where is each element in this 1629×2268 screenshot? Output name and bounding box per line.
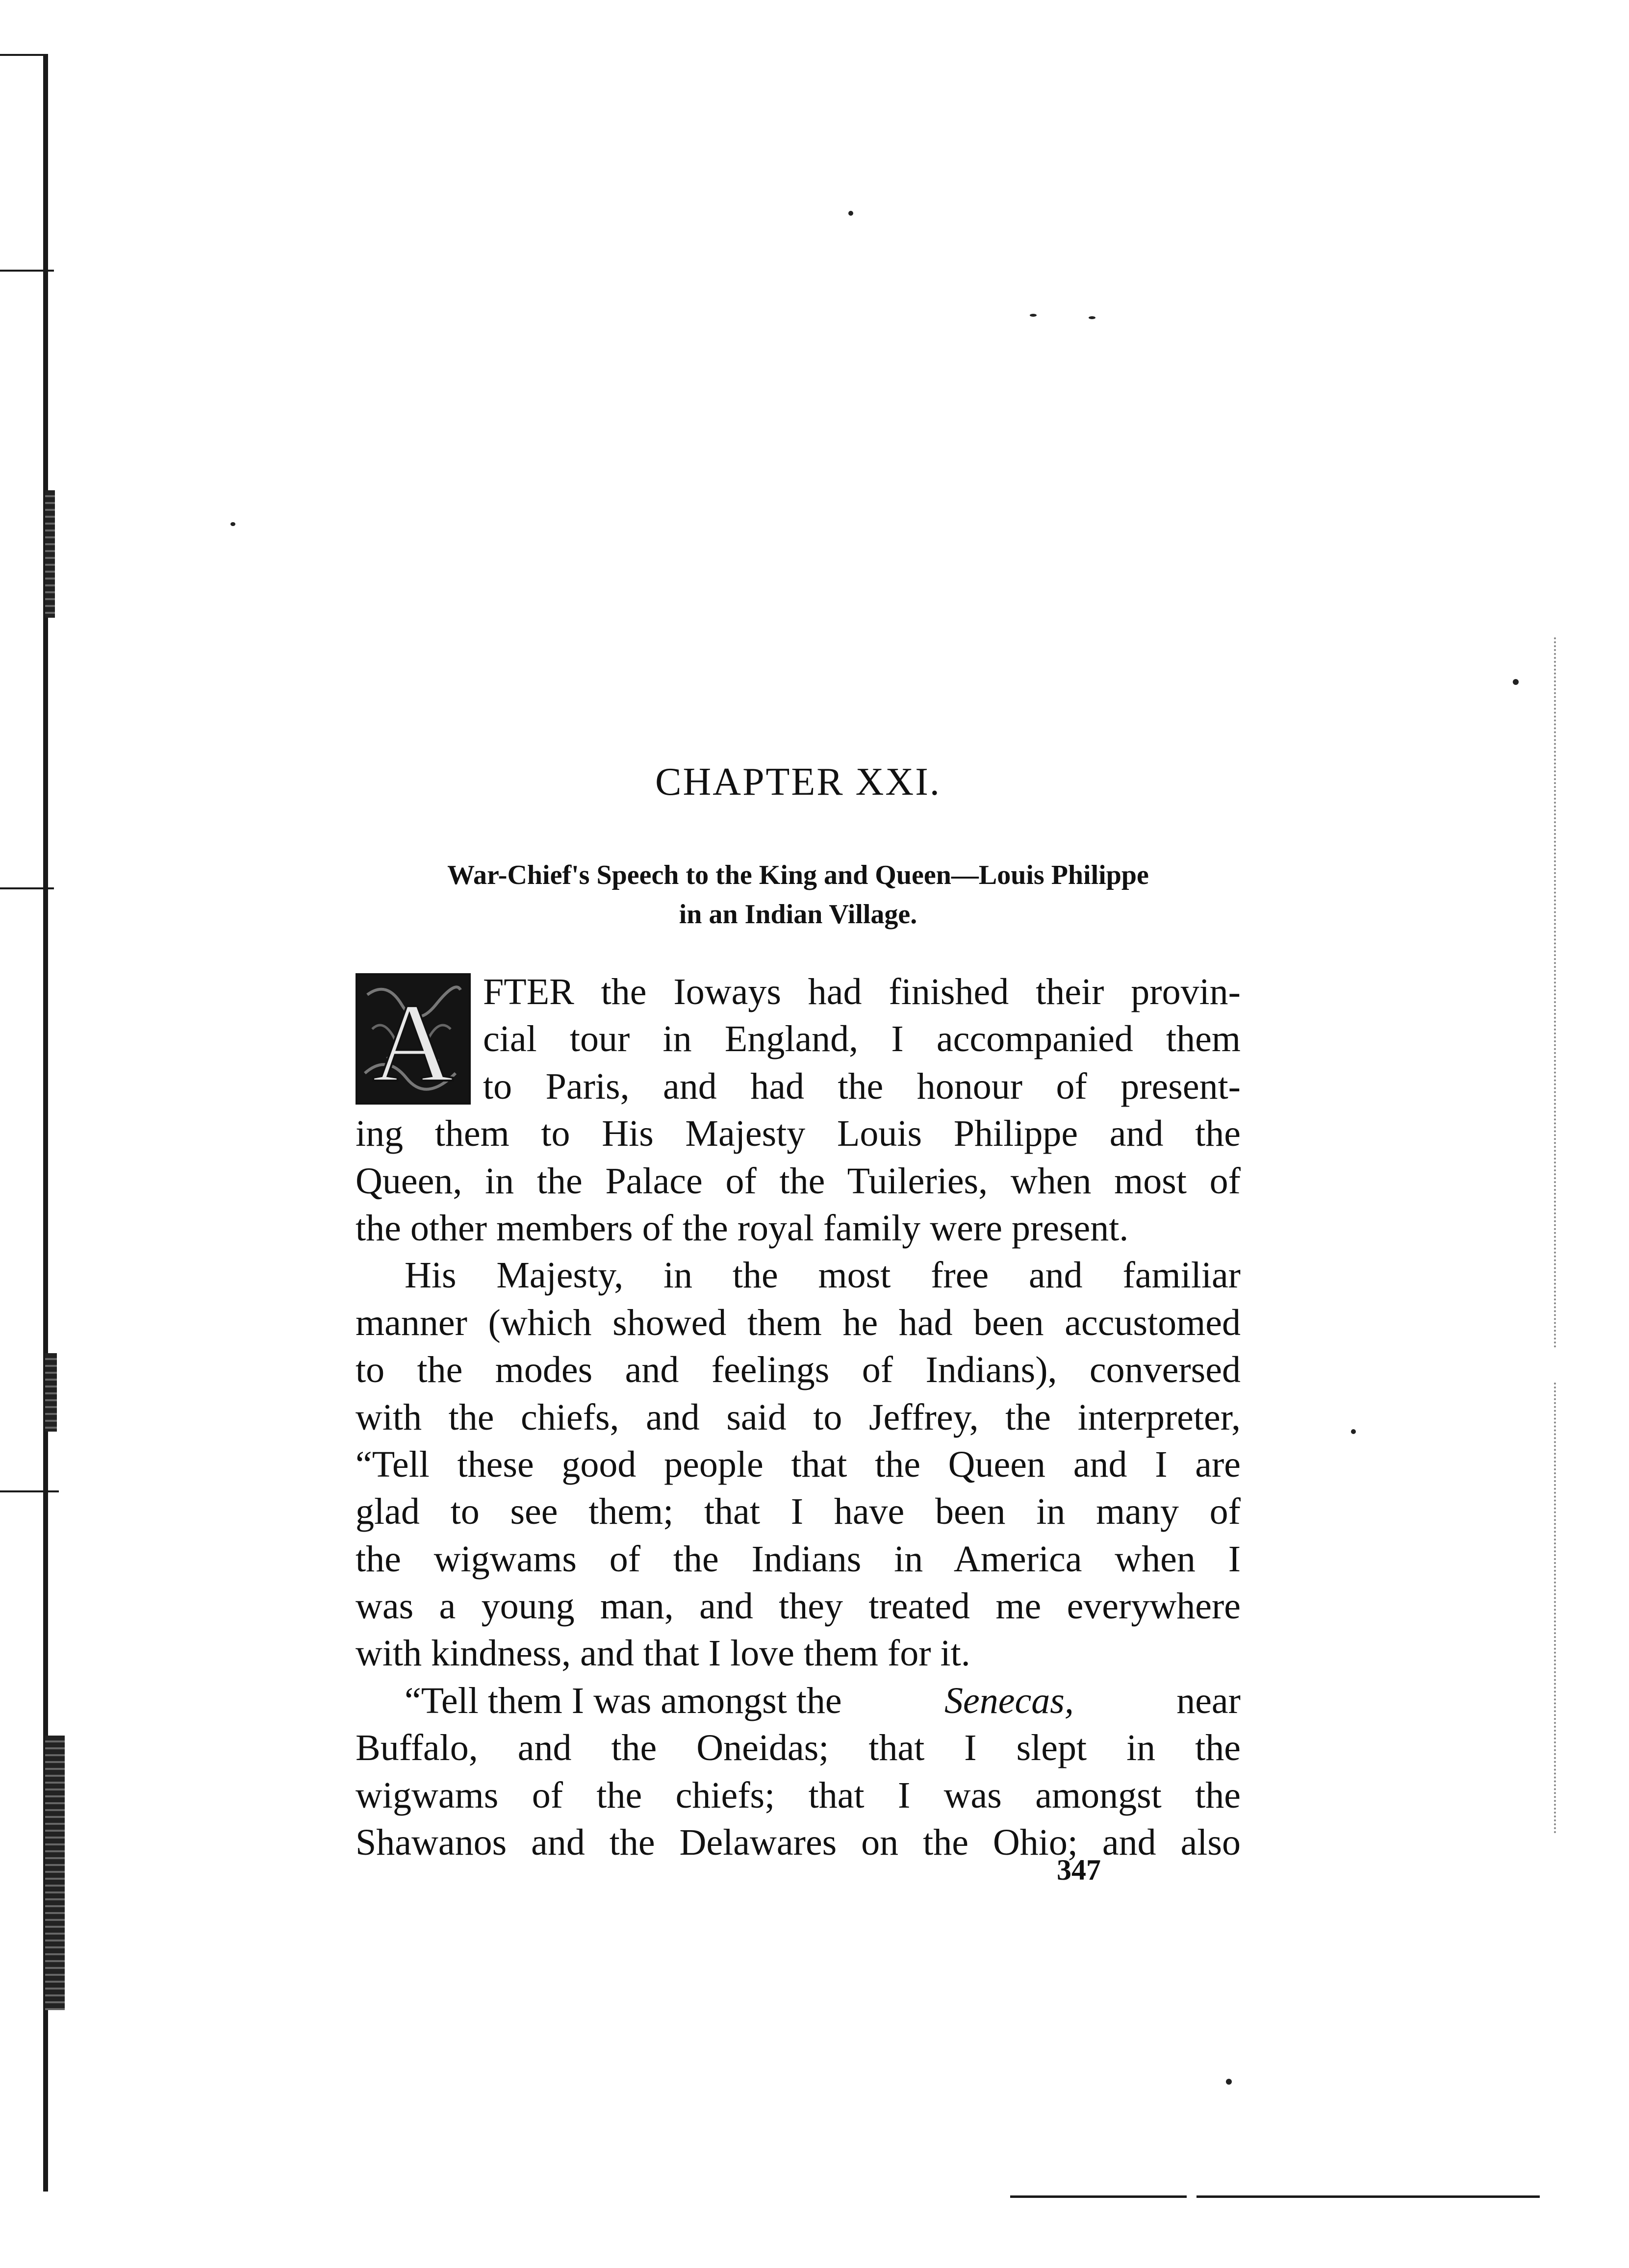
- text-line: with the chiefs, and said to Jeffrey, the interpreter,: [356, 1396, 1241, 1438]
- text-line: [356, 1677, 1241, 1724]
- scan-speck: [1513, 679, 1519, 685]
- binding-tick-mark: [0, 887, 54, 889]
- scan-speck: [1351, 1429, 1356, 1434]
- text-line: was a young man, and they treated me everywhere: [356, 1586, 1241, 1627]
- binding-smudge: [45, 1736, 65, 2010]
- text-line: cial tour in England, I accompanied them: [483, 1018, 1241, 1060]
- scan-edge-dots: [1554, 637, 1558, 1348]
- text-line: with kindness, and that I love them for it.: [356, 1633, 970, 1674]
- body-text: [356, 968, 1241, 1866]
- text-line: wigwams of the chiefs; that I was amongst the: [356, 1774, 1241, 1816]
- bottom-edge-rule: [1010, 2195, 1187, 2198]
- scan-speck: [848, 211, 853, 216]
- italic-word: Senecas,: [944, 1680, 1074, 1721]
- scan-speck: [230, 522, 235, 526]
- binding-tick-mark: [0, 54, 47, 56]
- page-number: 347: [1057, 1854, 1101, 1886]
- text-line: manner (which showed them he had been accustomed: [356, 1302, 1241, 1343]
- chapter-subtitle: [356, 856, 1241, 934]
- bottom-edge-rule: [1196, 2195, 1540, 2198]
- text-line-segment: “Tell them I was amongst the: [405, 1680, 842, 1721]
- text-line: to Paris, and had the honour of present-: [483, 1065, 1241, 1107]
- chapter-subtitle-line: War-Chief's Speech to the King and Queen—Louis Philippe: [447, 860, 1149, 890]
- binding-smudge: [45, 1353, 57, 1432]
- scan-speck: [1089, 316, 1095, 319]
- drop-cap-letter: A: [372, 980, 454, 1103]
- binding-tick-mark: [0, 1490, 59, 1492]
- text-line: Queen, in the Palace of the Tuileries, when most of: [356, 1160, 1241, 1202]
- text-line: His Majesty, in the most free and familiar: [405, 1255, 1241, 1296]
- scan-speck: [1226, 2079, 1232, 2085]
- text-line: the other members of the royal family were present.: [356, 1207, 1129, 1249]
- text-line: FTER the Ioways had finished their provin-: [483, 971, 1241, 1012]
- text-line: Buffalo, and the Oneidas; that I slept in the: [356, 1727, 1241, 1769]
- text-line-segment: near: [1176, 1680, 1241, 1721]
- text-line: ing them to His Majesty Louis Philippe and the: [356, 1113, 1241, 1155]
- scan-edge-dots: [1554, 1383, 1558, 1834]
- binding-smudge: [45, 490, 55, 618]
- binding-tick-mark: [0, 270, 54, 272]
- scan-speck: [1030, 314, 1037, 317]
- chapter-title: CHAPTER XXI.: [655, 760, 941, 804]
- text-line: glad to see them; that I have been in many of: [356, 1491, 1241, 1533]
- chapter-subtitle-line: in an Indian Village.: [679, 899, 917, 930]
- text-line: “Tell these good people that the Queen and I are: [356, 1443, 1241, 1485]
- text-line: the wigwams of the Indians in America when I: [356, 1538, 1241, 1580]
- text-line: to the modes and feelings of Indians), conversed: [356, 1349, 1241, 1391]
- text-line: Shawanos and the Delawares on the Ohio; and also: [356, 1822, 1241, 1864]
